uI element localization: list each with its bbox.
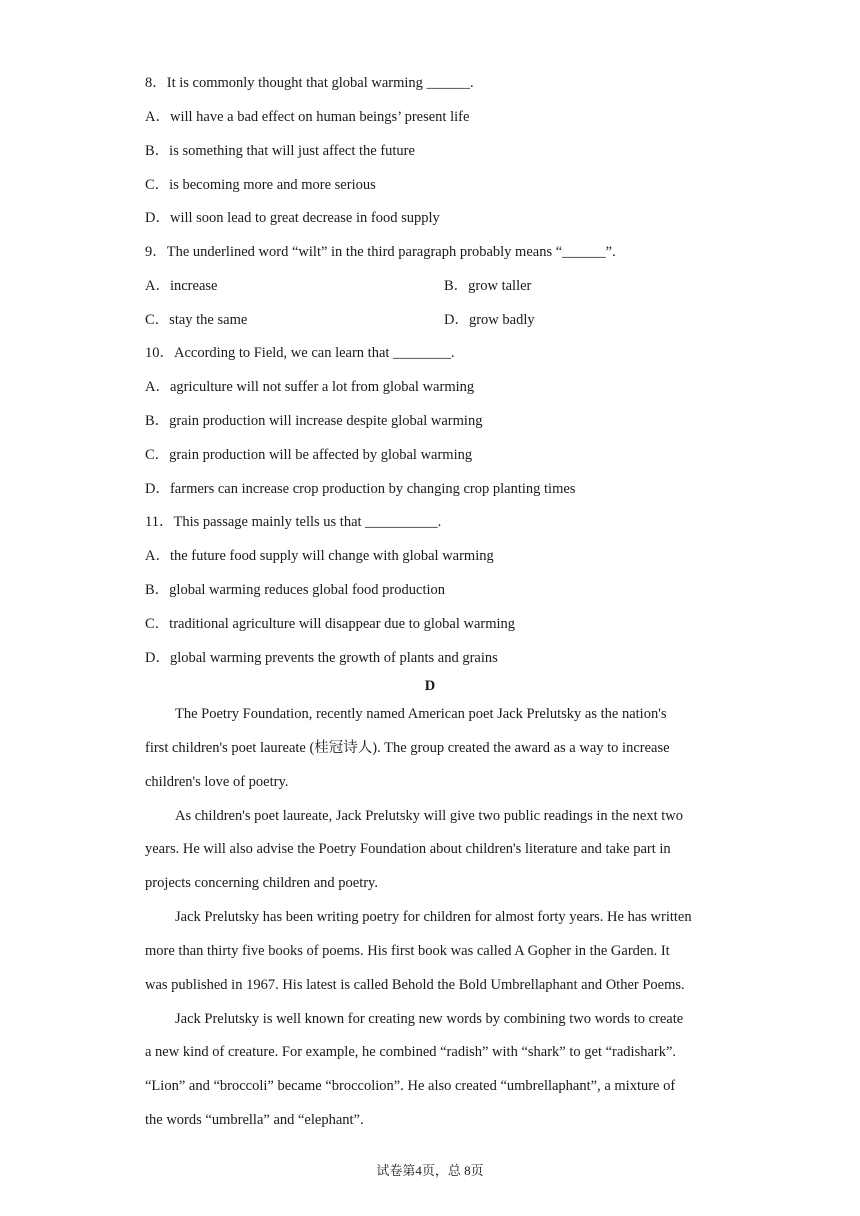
question-9-option-c: C．stay the same <box>145 312 248 328</box>
question-8-option-a: A．will have a bad effect on human beings’ present life <box>145 109 470 125</box>
paragraph-4-line-3: “Lion” and “broccoli” became “broccolion”. He also created “umbrellaphant”, a mixture of <box>145 1078 676 1094</box>
paragraph-1-line-3: children's love of poetry. <box>145 774 289 790</box>
paragraph-1-line-2: first children's poet laureate (桂冠诗人). The group created the award as a way to increase <box>145 740 670 756</box>
question-10-option-a: A．agriculture will not suffer a lot from global warming <box>145 379 475 395</box>
question-11-option-a: A．the future food supply will change with global warming <box>145 548 494 564</box>
question-10-option-c: C．grain production will be affected by global warming <box>145 447 473 463</box>
paragraph-1-line-1: The Poetry Foundation, recently named American poet Jack Prelutsky as the nation's <box>175 706 667 722</box>
paragraph-4-line-2: a new kind of creature. For example, he combined “radish” with “shark” to get “radishark”. <box>145 1044 677 1060</box>
question-11-stem: 11．This passage mainly tells us that __________. <box>145 514 442 530</box>
question-8-option-c: C．is becoming more and more serious <box>145 177 376 193</box>
question-11-option-d: D．global warming prevents the growth of plants and grains <box>145 650 498 666</box>
paragraph-4-line-1: Jack Prelutsky is well known for creating new words by combining two words to create <box>175 1011 684 1027</box>
section-heading: D <box>424 678 436 694</box>
paragraph-2-line-1: As children's poet laureate, Jack Prelutsky will give two public readings in the next two <box>175 808 683 824</box>
question-8-option-b: B．is something that will just affect the future <box>145 143 415 159</box>
question-11-option-b: B．global warming reduces global food production <box>145 582 446 598</box>
page-footer: 试卷第4页，总 8页 <box>376 1163 484 1178</box>
paragraph-2-line-3: projects concerning children and poetry. <box>145 875 378 891</box>
question-8-stem: 8．It is commonly thought that global warming ______. <box>145 75 474 91</box>
paragraph-2-line-2: years. He will also advise the Poetry Foundation about children's literature and take part in <box>145 841 671 857</box>
paragraph-3-line-1: Jack Prelutsky has been writing poetry for children for almost forty years. He has written <box>175 909 692 925</box>
question-10-option-d: D．farmers can increase crop production by changing crop planting times <box>145 481 576 497</box>
question-8-option-d: D．will soon lead to great decrease in food supply <box>145 210 440 226</box>
paragraph-3-line-2: more than thirty five books of poems. His first book was called A Gopher in the Garden. It <box>145 943 670 959</box>
paragraph-4-line-4: the words “umbrella” and “elephant”. <box>145 1112 364 1128</box>
question-9-option-b: B．grow taller <box>444 278 532 294</box>
question-9-option-d: D．grow badly <box>444 312 535 328</box>
question-9-stem: 9．The underlined word “wilt” in the third paragraph probably means “______”. <box>145 244 616 260</box>
question-11-option-c: C．traditional agriculture will disappear due to global warming <box>145 616 516 632</box>
question-10-stem: 10．According to Field, we can learn that ________. <box>145 345 455 361</box>
question-9-option-a: A．increase <box>145 278 218 294</box>
paragraph-3-line-3: was published in 1967. His latest is called Behold the Bold Umbrellaphant and Other Poems. <box>145 977 685 993</box>
question-10-option-b: B．grain production will increase despite global warming <box>145 413 483 429</box>
